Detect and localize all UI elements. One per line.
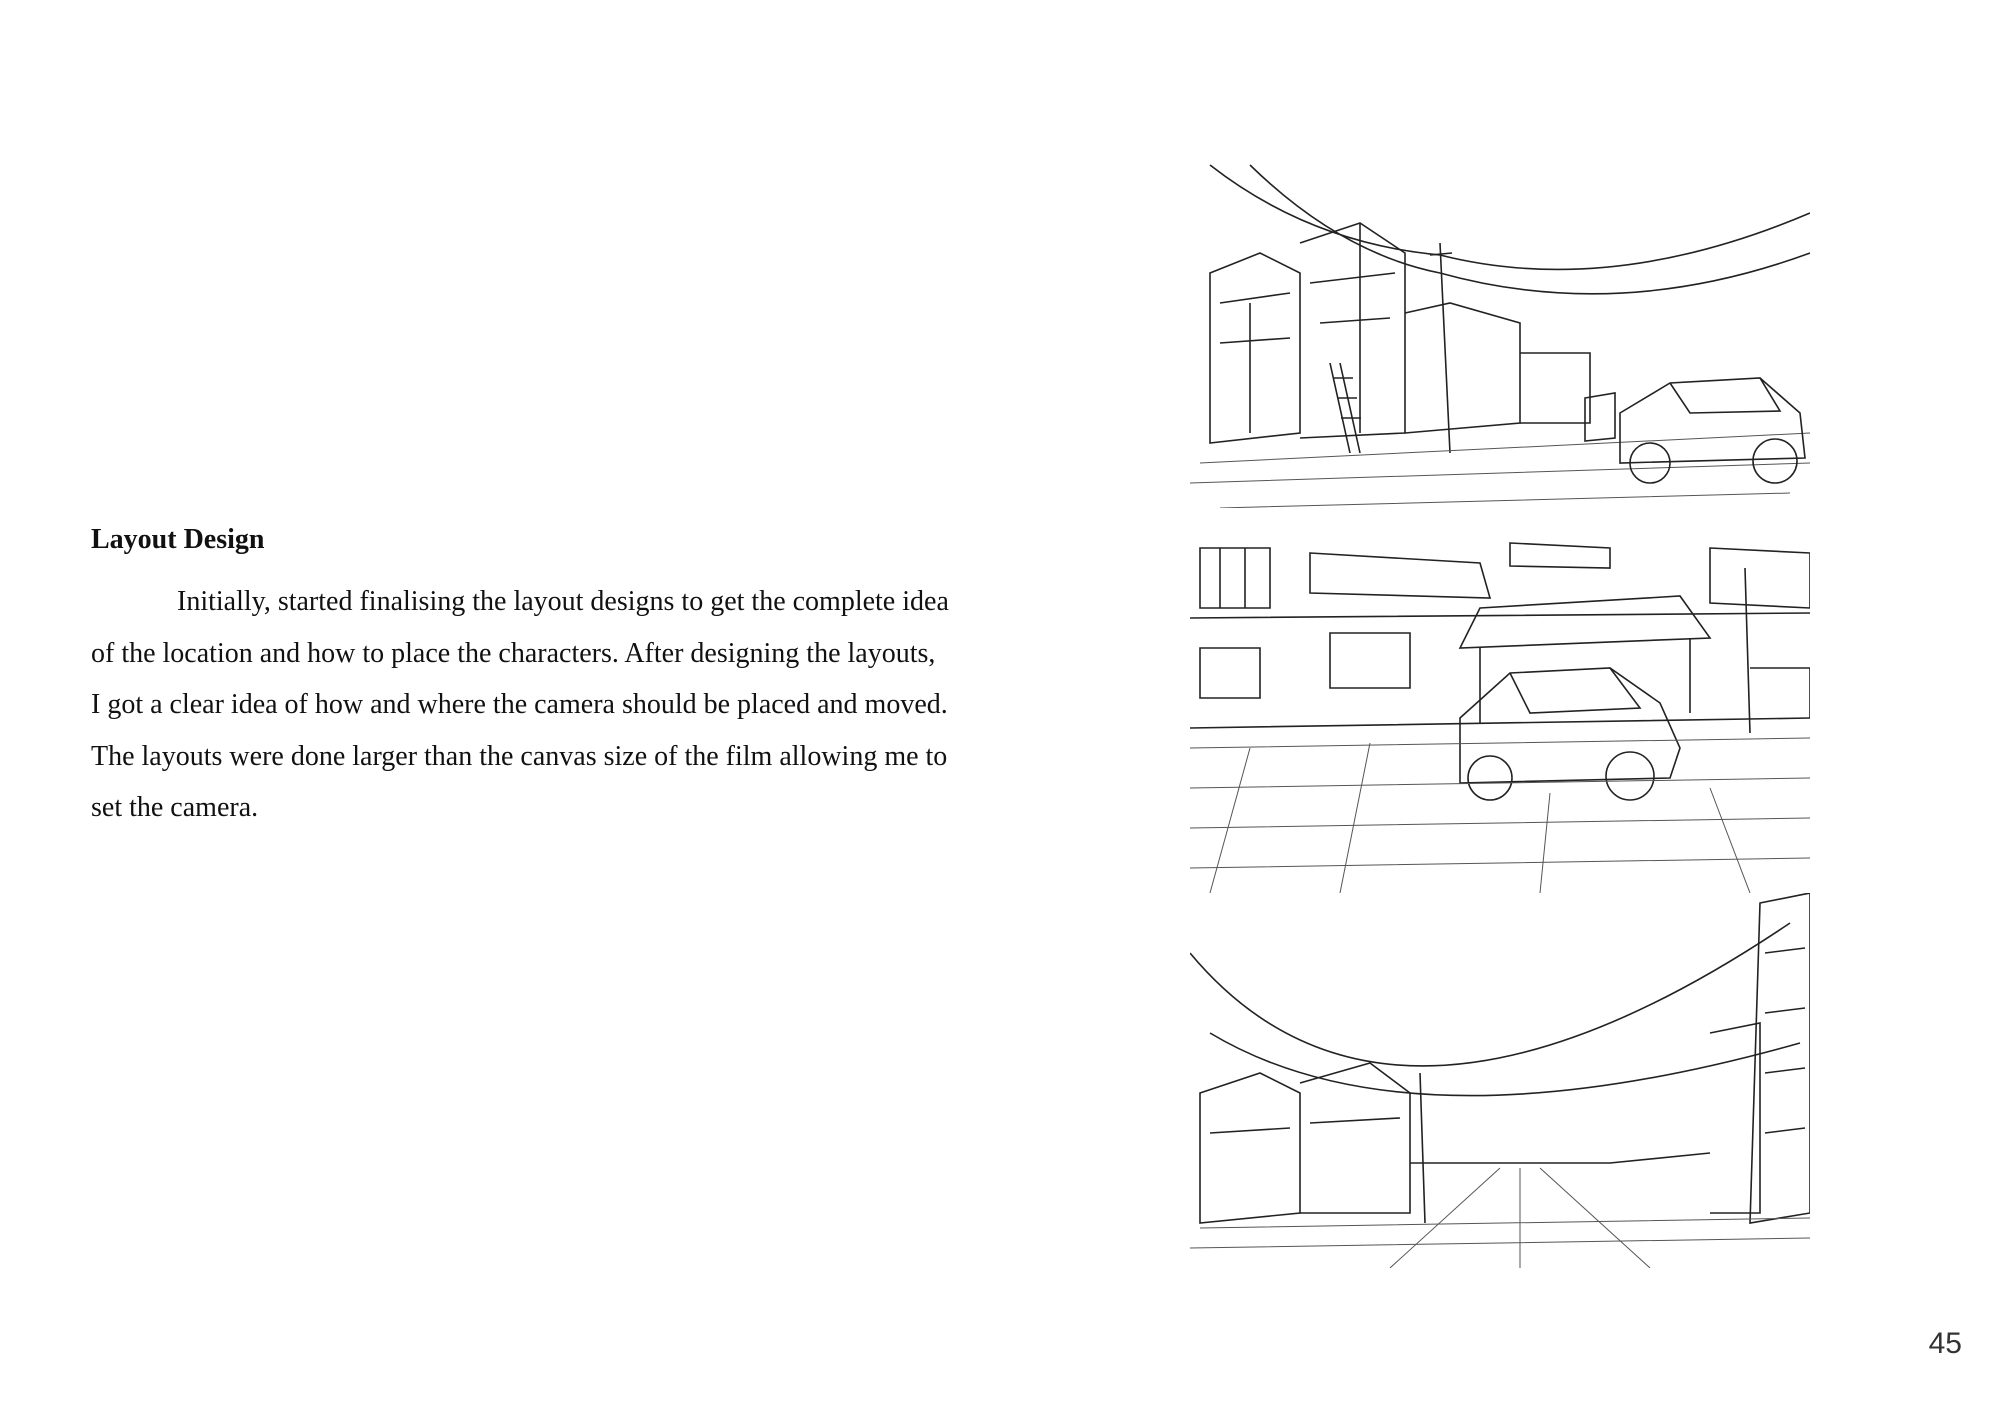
sketch-street-car-drawing (1190, 163, 1810, 508)
layout-sketch-wide-street (1190, 893, 1810, 1268)
layout-sketch-street-car (1190, 163, 1810, 508)
sketch-wide-street-drawing (1190, 893, 1810, 1268)
page-number: 45 (1928, 1327, 1962, 1360)
section-paragraph: Initially, started finalising the layout designs to get the complete idea of the location and how to place the characters. After designing the layouts, I got a clear idea of how and where the camera should be placed and moved. The layouts were done larger than the canvas size of the film allowing me to set the camera. (91, 586, 949, 823)
layout-sketch-shopfront-car (1190, 538, 1810, 893)
section-heading: Layout Design (91, 524, 265, 555)
text-block (91, 518, 951, 834)
sketch-shopfront-car-drawing (1190, 538, 1810, 893)
